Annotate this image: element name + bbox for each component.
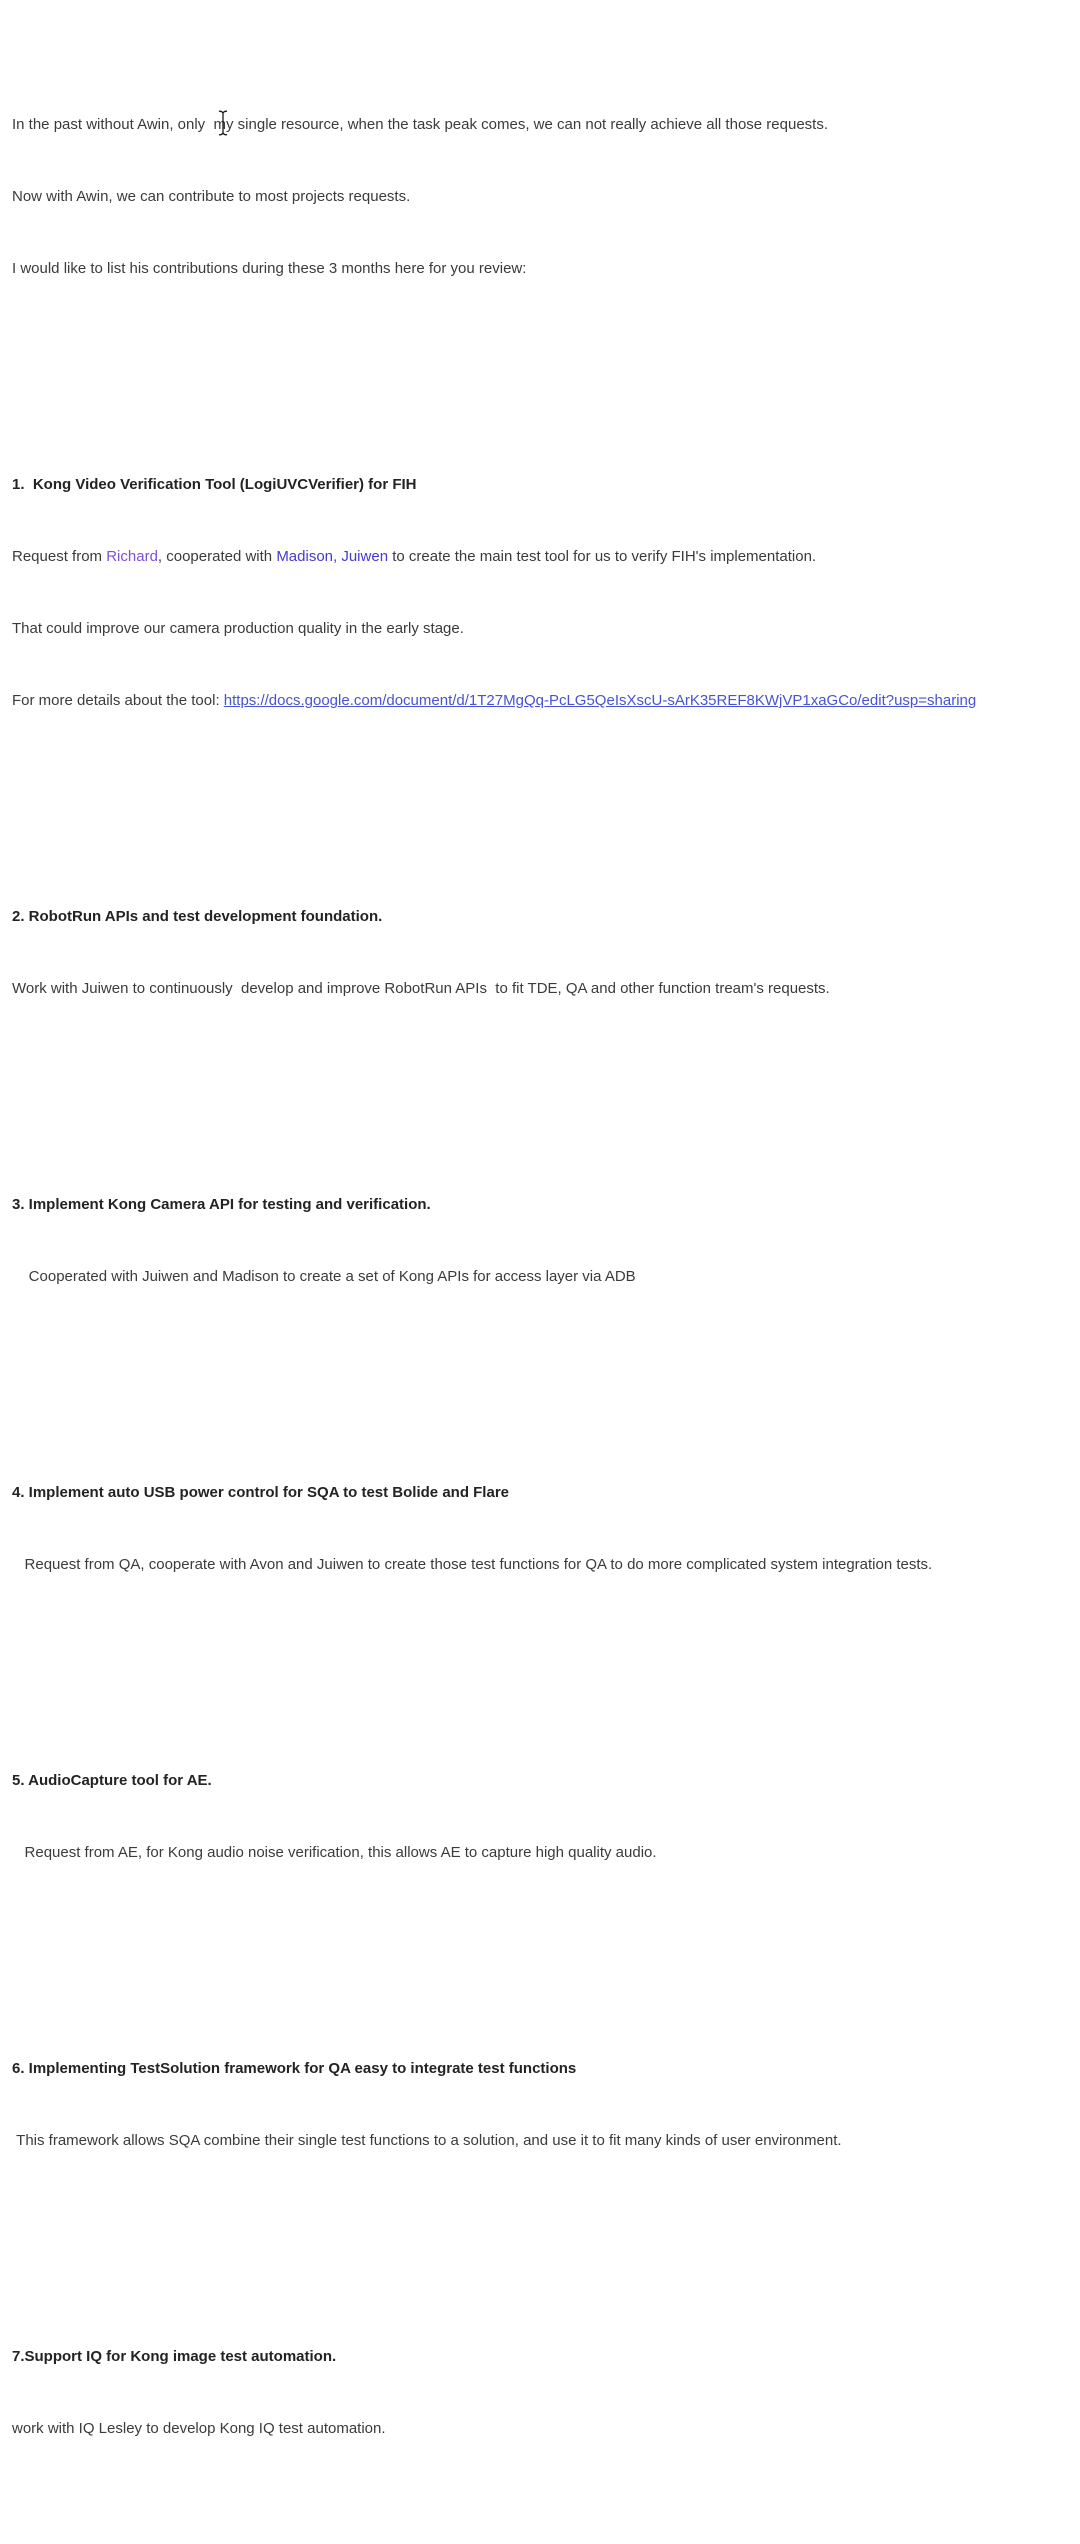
section-5-heading: 5. AudioCapture tool for AE. bbox=[12, 1772, 212, 1789]
section-1-heading: 1. Kong Video Verification Tool (LogiUVCVerifier) for FIH bbox=[12, 476, 417, 493]
section-7-body: work with IQ Lesley to develop Kong IQ test automation. bbox=[12, 2420, 386, 2437]
section-6-body: This framework allows SQA combine their single test functions to a solution, and use it to fit many kinds of user environment. bbox=[12, 2132, 842, 2149]
section-6 bbox=[12, 2009, 1072, 2201]
google-doc-link[interactable]: https://docs.google.com/document/d/1T27MgQq-PcLG5QeIsXscU-sArK35REF8KWjVP1xaGCo/edit?usp=sharing bbox=[223, 692, 977, 709]
section-5-body: Request from AE, for Kong audio noise verification, this allows AE to capture high quality audio. bbox=[12, 1844, 657, 1861]
section-6-heading: 6. Implementing TestSolution framework for QA easy to integrate test functions bbox=[12, 2060, 577, 2077]
section-1-body-line-3 bbox=[12, 689, 1072, 713]
intro-line-1: In the past without Awin, only my single resource, when the task peak comes, we can not really achieve all those requests. bbox=[12, 116, 828, 133]
intro-line-3: I would like to list his contributions during these 3 months here for you review: bbox=[12, 260, 527, 277]
section-3-heading: 3. Implement Kong Camera API for testing and verification. bbox=[12, 1196, 431, 1213]
section-1-body-line-2: That could improve our camera production quality in the early stage. bbox=[12, 620, 464, 637]
section-5 bbox=[12, 1721, 1072, 1913]
intro-line-2: Now with Awin, we can contribute to most projects requests. bbox=[12, 188, 411, 205]
section-1 bbox=[12, 425, 1072, 761]
section-4-body: Request from QA, cooperate with Avon and Juiwen to create those test functions for QA to do more complicated system integration tests. bbox=[12, 1556, 933, 1573]
section-3 bbox=[12, 1145, 1072, 1337]
mention-richard[interactable]: Richard bbox=[106, 548, 158, 565]
text-run: Request from bbox=[12, 548, 107, 565]
section-2-body: Work with Juiwen to continuously develop and improve RobotRun APIs to fit TDE, QA and other function tream's requests. bbox=[12, 980, 830, 997]
text-run: , cooperated with bbox=[157, 548, 277, 565]
section-4 bbox=[12, 1433, 1072, 1625]
intro-paragraph bbox=[12, 65, 1072, 329]
text-run: For more details about the tool: bbox=[12, 692, 224, 709]
section-2-heading: 2. RobotRun APIs and test development foundation. bbox=[12, 908, 383, 925]
section-1-body-line-1 bbox=[12, 545, 1072, 569]
section-2 bbox=[12, 857, 1072, 1049]
section-3-body: Cooperated with Juiwen and Madison to create a set of Kong APIs for access layer via ADB bbox=[12, 1268, 636, 1285]
mention-madison-juiwen[interactable]: Madison, Juiwen bbox=[276, 548, 389, 565]
section-4-heading: 4. Implement auto USB power control for SQA to test Bolide and Flare bbox=[12, 1484, 509, 1501]
section-7-heading: 7.Support IQ for Kong image test automation. bbox=[12, 2348, 337, 2365]
section-7 bbox=[12, 2297, 1072, 2489]
text-run: to create the main test tool for us to verify FIH's implementation. bbox=[388, 548, 817, 565]
